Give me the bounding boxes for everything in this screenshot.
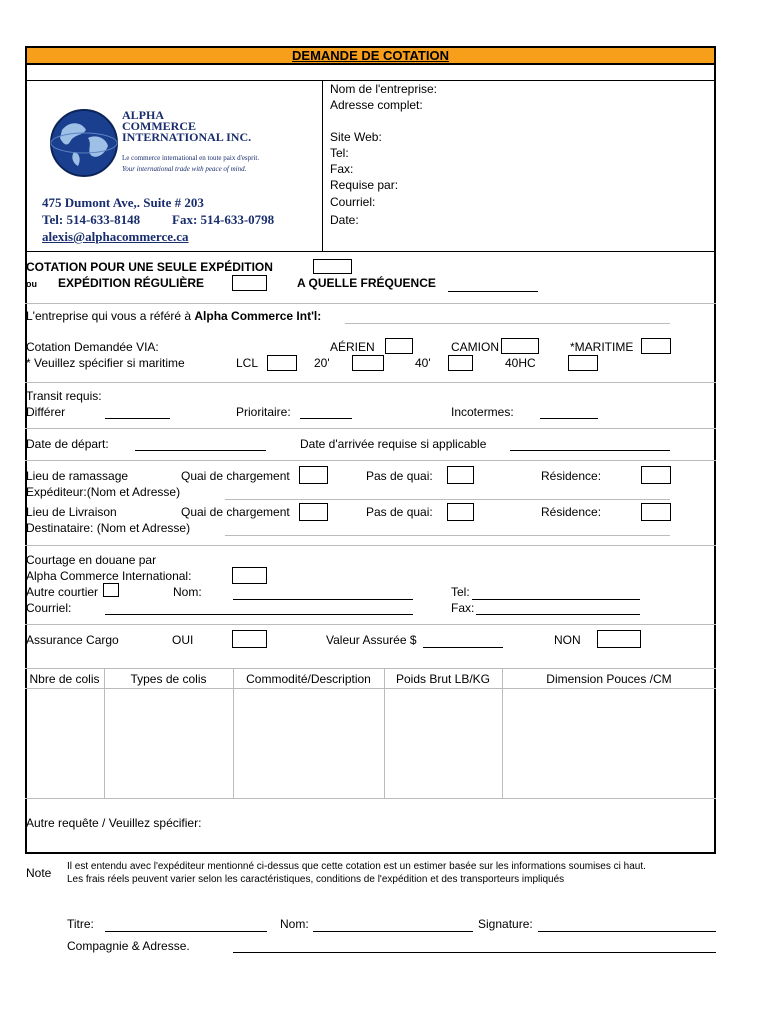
website-label: Site Web: bbox=[330, 130, 382, 144]
fax-label: Fax: bbox=[330, 162, 354, 176]
priority-field[interactable] bbox=[300, 418, 352, 419]
incoterms-field[interactable] bbox=[540, 418, 598, 419]
arrival-date-field[interactable] bbox=[510, 450, 670, 451]
container-20-label: 20' bbox=[314, 356, 330, 370]
table-column-divider bbox=[104, 668, 105, 798]
mode-label: Cotation Demandée VIA: bbox=[26, 340, 159, 354]
departure-date-label: Date de départ: bbox=[26, 437, 109, 451]
lcl-label: LCL bbox=[236, 356, 259, 370]
truck-label: CAMION bbox=[451, 340, 499, 354]
table-top-border bbox=[25, 668, 716, 669]
broker-fax-field[interactable] bbox=[476, 614, 640, 615]
logo-name-line3: INTERNATIONAL INC. bbox=[122, 130, 252, 144]
row-divider bbox=[25, 460, 716, 461]
pickup-no-dock-label: Pas de quai: bbox=[366, 469, 433, 483]
shipper-label: Expéditeur:(Nom et Adresse) bbox=[26, 485, 181, 499]
regular-shipment-checkbox[interactable] bbox=[232, 275, 267, 291]
shipper-field[interactable] bbox=[225, 499, 670, 500]
container-40hc-label: 40HC bbox=[505, 356, 536, 370]
referral-label bbox=[26, 309, 321, 323]
brokerage-label-line1: Courtage en douane par bbox=[26, 553, 157, 567]
insured-value-field[interactable] bbox=[423, 647, 503, 648]
broker-name-field[interactable] bbox=[233, 599, 413, 600]
regular-shipment-label: EXPÉDITION RÉGULIÈRE bbox=[58, 276, 205, 290]
email-label: Courriel: bbox=[330, 195, 376, 209]
insurance-no-checkbox[interactable] bbox=[597, 630, 641, 648]
company-address: 475 Dumont Ave,. Suite # 203 bbox=[42, 195, 204, 210]
table-header-package-types: Types de colis bbox=[130, 672, 207, 686]
frequency-label: A QUELLE FRÉQUENCE bbox=[297, 276, 436, 290]
defer-field[interactable] bbox=[105, 418, 170, 419]
address-label: Adresse complet: bbox=[330, 98, 423, 112]
pickup-no-dock-checkbox[interactable] bbox=[447, 466, 474, 484]
frequency-field[interactable] bbox=[448, 291, 538, 292]
form-title: DEMANDE DE COTATION bbox=[25, 46, 716, 65]
defer-label: Différer bbox=[26, 405, 66, 419]
referral-field[interactable] bbox=[345, 323, 670, 324]
consignee-field[interactable] bbox=[225, 535, 670, 536]
other-request-label: Autre requête / Veuillez spécifier: bbox=[26, 816, 202, 830]
departure-date-field[interactable] bbox=[135, 450, 266, 451]
lcl-checkbox[interactable] bbox=[267, 355, 297, 371]
broker-tel-field[interactable] bbox=[472, 599, 640, 600]
table-bottom-border bbox=[25, 798, 716, 799]
other-broker-label: Autre courtier bbox=[26, 585, 99, 599]
broker-email-label: Courriel: bbox=[26, 601, 72, 615]
header-bottom-divider bbox=[25, 251, 716, 252]
air-label: AÉRIEN bbox=[330, 340, 375, 354]
container-40-checkbox[interactable] bbox=[448, 355, 473, 371]
insurance-label: Assurance Cargo bbox=[26, 633, 119, 647]
row-divider bbox=[25, 303, 716, 304]
delivery-residence-label: Résidence: bbox=[541, 505, 602, 519]
container-40-label: 40' bbox=[415, 356, 431, 370]
broker-tel-label: Tel: bbox=[451, 585, 470, 599]
signature-field[interactable] bbox=[538, 931, 716, 932]
signature-label: Signature: bbox=[478, 917, 533, 931]
referral-company: Alpha Commerce Int'l: bbox=[194, 309, 322, 323]
air-checkbox[interactable] bbox=[385, 338, 413, 354]
company-tel: Tel: 514-633-8148 bbox=[42, 212, 141, 227]
logo-name-line2: COMMERCE bbox=[122, 119, 196, 133]
title-label: Titre: bbox=[67, 917, 94, 931]
other-broker-checkbox[interactable] bbox=[103, 583, 119, 597]
tel-label: Tel: bbox=[330, 146, 349, 160]
table-header-weight: Poids Brut LB/KG bbox=[395, 672, 491, 686]
table-header-dimensions: Dimension Pouces /CM bbox=[546, 672, 672, 686]
company-fax: Fax: 514-633-0798 bbox=[172, 212, 275, 227]
table-header-packages: Nbre de colis bbox=[29, 672, 100, 686]
table-column-divider bbox=[502, 668, 503, 798]
logo-tagline-en: Your international trade with peace of mind. bbox=[122, 165, 247, 173]
delivery-dock-label: Quai de chargement bbox=[181, 505, 290, 519]
incoterms-label: Incotermes: bbox=[451, 405, 514, 419]
container-20-checkbox[interactable] bbox=[352, 355, 384, 371]
pickup-residence-label: Résidence: bbox=[541, 469, 602, 483]
single-shipment-checkbox[interactable] bbox=[313, 259, 352, 274]
row-divider bbox=[25, 545, 716, 546]
container-40hc-checkbox[interactable] bbox=[568, 355, 598, 371]
logo-name-line1: ALPHA bbox=[122, 108, 164, 122]
pickup-residence-checkbox[interactable] bbox=[641, 466, 671, 484]
consignee-label: Destinataire: (Nom et Adresse) bbox=[26, 521, 191, 535]
arrival-date-label: Date d'arrivée requise si applicable bbox=[300, 437, 487, 451]
requested-by-label: Requise par: bbox=[330, 178, 399, 192]
row-divider bbox=[25, 382, 716, 383]
globe-icon bbox=[48, 108, 120, 178]
note-line1: Il est entendu avec l'expéditeur mentionné ci-dessus que cette cotation est un estimer basée sur les informations soumises ci haut. bbox=[67, 861, 646, 872]
single-shipment-label: COTATION POUR UNE SEULE EXPÉDITION bbox=[26, 260, 273, 274]
referral-prefix: L'entreprise qui vous a référé à bbox=[26, 309, 195, 323]
date-label: Date: bbox=[330, 213, 359, 227]
maritime-note: * Veuillez spécifier si maritime bbox=[26, 356, 185, 370]
transit-label: Transit requis: bbox=[26, 389, 102, 403]
row-divider bbox=[25, 428, 716, 429]
maritime-label: *MARITIME bbox=[570, 340, 634, 354]
name-label: Nom: bbox=[280, 917, 309, 931]
priority-label: Prioritaire: bbox=[236, 405, 291, 419]
table-header-border bbox=[25, 688, 716, 689]
title-field[interactable] bbox=[105, 931, 267, 932]
company-name-label: Nom de l'entreprise: bbox=[330, 82, 438, 96]
truck-checkbox[interactable] bbox=[501, 338, 539, 354]
broker-fax-label: Fax: bbox=[451, 601, 475, 615]
or-label: ou bbox=[26, 279, 37, 289]
delivery-residence-checkbox[interactable] bbox=[641, 503, 671, 521]
pickup-label: Lieu de ramassage bbox=[26, 469, 129, 483]
delivery-dock-checkbox[interactable] bbox=[299, 503, 328, 521]
brokerage-checkbox[interactable] bbox=[232, 567, 267, 584]
company-address-field[interactable] bbox=[233, 952, 716, 953]
pickup-dock-label: Quai de chargement bbox=[181, 469, 290, 483]
brokerage-label-line2: Alpha Commerce International: bbox=[26, 569, 192, 583]
note-line2: Les frais réels peuvent varier selon les caractéristiques, conditions de l'expédition et des transporteurs impliqués bbox=[67, 874, 565, 885]
header-column-divider bbox=[322, 80, 323, 251]
broker-email-field[interactable] bbox=[105, 614, 413, 615]
table-column-divider bbox=[233, 668, 234, 798]
maritime-checkbox[interactable] bbox=[641, 338, 671, 354]
company-email-link[interactable]: alexis@alphacommerce.ca bbox=[42, 229, 189, 244]
company-logo bbox=[48, 108, 288, 178]
header-divider bbox=[25, 80, 716, 81]
name-field[interactable] bbox=[313, 931, 473, 932]
insurance-no-label: NON bbox=[554, 633, 581, 647]
delivery-no-dock-checkbox[interactable] bbox=[447, 503, 474, 521]
company-address-label: Compagnie & Adresse. bbox=[67, 939, 190, 953]
delivery-label: Lieu de Livraison bbox=[26, 505, 117, 519]
note-label: Note bbox=[26, 866, 52, 880]
table-header-commodity: Commodité/Description bbox=[246, 672, 371, 686]
insurance-yes-label: OUI bbox=[172, 633, 194, 647]
logo-tagline-fr: Le commerce international en toute paix d'esprit. bbox=[122, 154, 260, 162]
insurance-yes-checkbox[interactable] bbox=[232, 630, 267, 648]
delivery-no-dock-label: Pas de quai: bbox=[366, 505, 433, 519]
table-column-divider bbox=[384, 668, 385, 798]
insured-value-label: Valeur Assurée $ bbox=[326, 633, 417, 647]
row-divider bbox=[25, 624, 716, 625]
broker-name-label: Nom: bbox=[173, 585, 202, 599]
pickup-dock-checkbox[interactable] bbox=[299, 466, 328, 484]
